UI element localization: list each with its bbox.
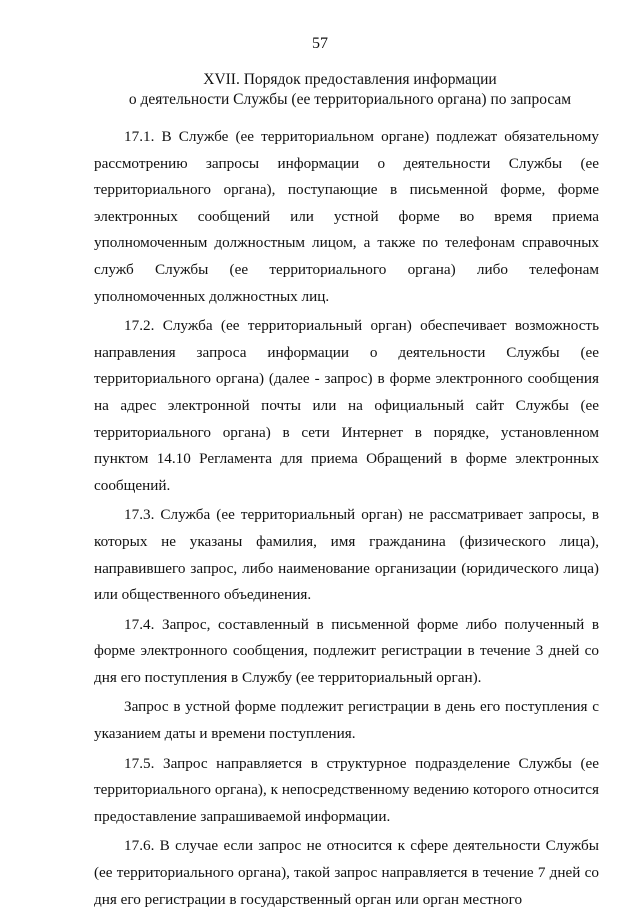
section-heading-line-2: о деятельности Службы (ее территориального органа) по запросам [128, 91, 572, 108]
section-heading [70, 70, 630, 110]
paragraph-17-1: 17.1. В Службе (ее территориальном органе) подлежат обязательному рассмотрению запросы информации о деятельности Службы (ее территориального органа), поступающие в письменной форме, форме электронных сообщений или устной форме во время приема уполномоченным должностным лицом, а также по телефонам справочных служб Службы (ее территориального органа) либо телефонам уполномоченных должностных лиц. [94, 128, 599, 305]
paragraph-17-2: 17.2. Служба (ее территориальный орган) обеспечивает возможность направления запроса информации о деятельности Службы (ее территориального органа) (далее - запрос) в форме электронного сообщения на адрес электронной почты или на официальный сайт Службы (ее территориального органа) в сети Интернет в порядке, установленном пунктом 14.10 Регламента для приема Обращений в форме электронных сообщений. [94, 317, 599, 494]
section-heading-line-1: XVII. Порядок предоставления информации [203, 71, 497, 88]
document-body [94, 124, 599, 913]
paragraph-17-3: 17.3. Служба (ее территориальный орган) не рассматривает запросы, в которых не указаны фамилия, имя гражданина (физического лица), направившего запрос, либо наименование организации (юридического лица) или общественного объединения. [94, 506, 599, 604]
paragraph-17-4: 17.4. Запрос, составленный в письменной форме либо полученный в форме электронного сообщения, подлежит регистрации в течение 3 дней со дня его поступления в Службу (ее территориальный орган). [94, 615, 599, 686]
paragraph-17-6: 17.6. В случае если запрос не относится к сфере деятельности Службы (ее территориального органа), такой запрос направляется в течение 7 дней со дня его регистрации в государственный орган или орган местного [94, 837, 599, 908]
page-number: 57 [312, 35, 328, 52]
paragraph-17-5: 17.5. Запрос направляется в структурное подразделение Службы (ее территориального органа), к непосредственному ведению которого относится предоставление запрашиваемой информации. [94, 754, 599, 825]
paragraph-17-4-oral: Запрос в устной форме подлежит регистрации в день его поступления с указанием даты и времени поступления. [94, 698, 599, 743]
